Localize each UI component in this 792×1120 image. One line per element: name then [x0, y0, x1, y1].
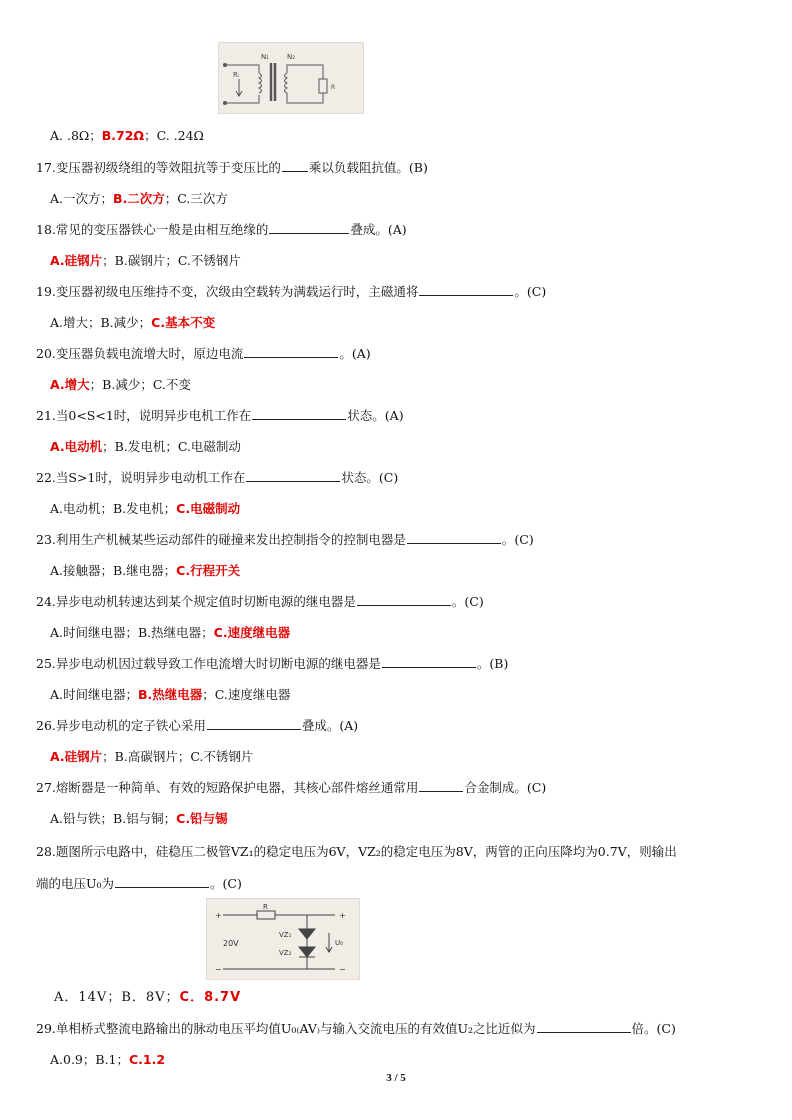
q22-question: [36, 470, 398, 486]
q19-blank: [419, 285, 513, 296]
q19-text: 19.变压器初级电压维持不变，次级由空载转为满载运行时，主磁通将: [36, 284, 419, 299]
q27-question: [36, 780, 546, 796]
q18-answer: A.硅钢片: [50, 253, 103, 268]
r-label: R: [331, 84, 336, 91]
q26-text: 26.异步电动机的定子铁心采用: [36, 718, 206, 733]
q22-text-end: 状态。(C): [341, 470, 399, 485]
q27-text: 27.熔断器是一种简单、有效的短路保护电器，其核心部件熔丝通常用: [36, 780, 419, 795]
zener-figure: [206, 898, 360, 980]
q28-blank: [115, 877, 209, 888]
plus-left: +: [215, 911, 222, 920]
q28-options: [54, 990, 241, 1006]
q25-option-a: A.时间继电器；: [50, 687, 139, 702]
q20-text: 20.变压器负载电流增大时，原边电流: [36, 346, 244, 361]
q27-text-end: 合金制成。(C): [464, 780, 547, 795]
q23-text-end: 。(C): [501, 532, 534, 547]
q21-text: 21.当0<S<1时，说明异步电机工作在: [36, 408, 252, 423]
q26-answer: A.硅钢片: [50, 749, 103, 764]
resistor-label: R: [263, 903, 268, 911]
q26-blank: [207, 719, 301, 730]
q28-text: 28.题图所示电路中，硅稳压二极管VZ₁的稳定电压为6V，VZ₂的稳定电压为8V，两管的正向压降均为0.7V，则输出: [36, 844, 677, 859]
q24-answer: C.速度继电器: [213, 625, 291, 640]
q22-text: 22.当S>1时，说明异步电动机工作在: [36, 470, 246, 485]
q28-answer: C．8.7V: [179, 990, 242, 1005]
q25-blank: [382, 657, 476, 668]
q17-answer: B.二次方: [113, 191, 165, 206]
q26-question: [36, 718, 358, 734]
q21-question: [36, 408, 404, 424]
q17-option-a: A.一次方；: [50, 191, 114, 206]
q16-option-c: ；C. .24Ω: [144, 128, 204, 143]
q19-option-rest: A.增大；B.减少；: [50, 315, 152, 330]
q27-answer: C.铅与锡: [176, 811, 228, 826]
n1-label: N₁: [261, 53, 270, 61]
q23-options: [50, 563, 240, 579]
transformer-figure: [218, 42, 364, 114]
q28-option-rest: A．14V；B．8V；: [54, 990, 180, 1005]
q25-text-end: 。(B): [476, 656, 509, 671]
plus-right: +: [339, 911, 346, 920]
q25-text: 25.异步电动机因过载导致工作电流增大时切断电源的继电器是: [36, 656, 381, 671]
page-number: 3 / 5: [386, 1072, 406, 1084]
q28-text-2: 端的电压U₀为: [36, 876, 115, 891]
q29-options: [50, 1052, 165, 1068]
q17-options: [50, 191, 228, 207]
q19-answer: C.基本不变: [151, 315, 216, 330]
q28-question-line2: [36, 876, 242, 892]
q27-options: [50, 811, 228, 827]
zener-diagram: [207, 899, 359, 979]
q19-text-end: 。(C): [514, 284, 547, 299]
vz1-label: VZ₁: [279, 931, 292, 939]
q17-option-c: ；C.三次方: [164, 191, 228, 206]
minus-right: −: [339, 965, 346, 974]
q17-blank: [282, 161, 308, 172]
q25-option-c: ；C.速度继电器: [202, 687, 291, 702]
q21-options: [50, 439, 241, 455]
q22-answer: C.电磁制动: [176, 501, 241, 516]
u0-label: U₀: [335, 939, 343, 947]
q28-text-end: 。(C): [210, 876, 242, 891]
transformer-diagram: [219, 43, 363, 113]
q24-text-end: 。(C): [451, 594, 484, 609]
q20-option-rest: ；B.减少；C.不变: [89, 377, 191, 392]
q26-options: [50, 749, 253, 765]
ri-label: Rᵢ: [233, 71, 240, 79]
q16-answer: B.72Ω: [101, 128, 145, 143]
q24-option-rest: A.时间继电器；B.热继电器；: [50, 625, 214, 640]
q21-text-end: 状态。(A): [347, 408, 404, 423]
q22-options: [50, 501, 240, 517]
q27-blank: [419, 781, 463, 792]
q25-answer: B.热继电器: [138, 687, 203, 702]
q18-question: [36, 222, 407, 238]
q19-question: [36, 284, 546, 300]
q29-answer: C.1.2: [129, 1052, 166, 1067]
q29-text: 29.单相桥式整流电路输出的脉动电压平均值U₀₍AV₎与输入交流电压的有效值U₂之比近似为: [36, 1021, 536, 1036]
q21-option-rest: ；B.发电机；C.电磁制动: [102, 439, 241, 454]
q29-text-end: 倍。(C): [631, 1021, 676, 1036]
q23-blank: [407, 533, 501, 544]
q18-blank: [269, 223, 349, 234]
source-label: 20V: [223, 939, 239, 948]
q20-options: [50, 377, 191, 393]
q23-question: [36, 532, 534, 548]
q29-question: [36, 1021, 676, 1037]
n2-label: N₂: [287, 53, 296, 61]
q24-question: [36, 594, 484, 610]
q21-blank: [252, 409, 346, 420]
q20-blank: [244, 347, 338, 358]
q22-option-rest: A.电动机；B.发电机；: [50, 501, 177, 516]
q24-text: 24.异步电动机转速达到某个规定值时切断电源的继电器是: [36, 594, 356, 609]
q16-option-a: A. .8Ω；: [50, 128, 102, 143]
q17-text-end: 乘以负载阻抗值。(B): [308, 160, 428, 175]
q24-blank: [357, 595, 451, 606]
q23-answer: C.行程开关: [176, 563, 241, 578]
q26-option-rest: ；B.高碳钢片；C.不锈钢片: [102, 749, 254, 764]
q18-text: 18.常见的变压器铁心一般是由相互绝缘的: [36, 222, 269, 237]
q19-options: [50, 315, 215, 331]
q27-option-rest: A.铅与铁；B.铝与铜；: [50, 811, 177, 826]
q28-question-line1: [36, 844, 677, 860]
vz2-label: VZ₂: [279, 949, 292, 957]
q17-question: [36, 160, 428, 176]
minus-left: −: [215, 965, 222, 974]
q26-text-end: 叠成。(A): [301, 718, 359, 733]
q18-option-rest: ；B.碳钢片；C.不锈钢片: [102, 253, 241, 268]
q25-options: [50, 687, 290, 703]
q21-answer: A.电动机: [50, 439, 103, 454]
q20-question: [36, 346, 371, 362]
q22-blank: [246, 471, 340, 482]
q23-option-rest: A.接触器；B.继电器；: [50, 563, 177, 578]
q17-text: 17.变压器初级绕组的等效阻抗等于变压比的: [36, 160, 281, 175]
q20-text-end: 。(A): [339, 346, 371, 361]
q18-text-end: 叠成。(A): [350, 222, 407, 237]
q18-options: [50, 253, 241, 269]
q23-text: 23.利用生产机械某些运动部件的碰撞来发出控制指令的控制电器是: [36, 532, 406, 547]
q25-question: [36, 656, 508, 672]
q20-answer: A.增大: [50, 377, 90, 392]
q16-options: [50, 128, 204, 144]
q29-blank: [537, 1022, 631, 1033]
q29-option-rest: A.0.9；B.1；: [50, 1052, 129, 1067]
q24-options: [50, 625, 290, 641]
